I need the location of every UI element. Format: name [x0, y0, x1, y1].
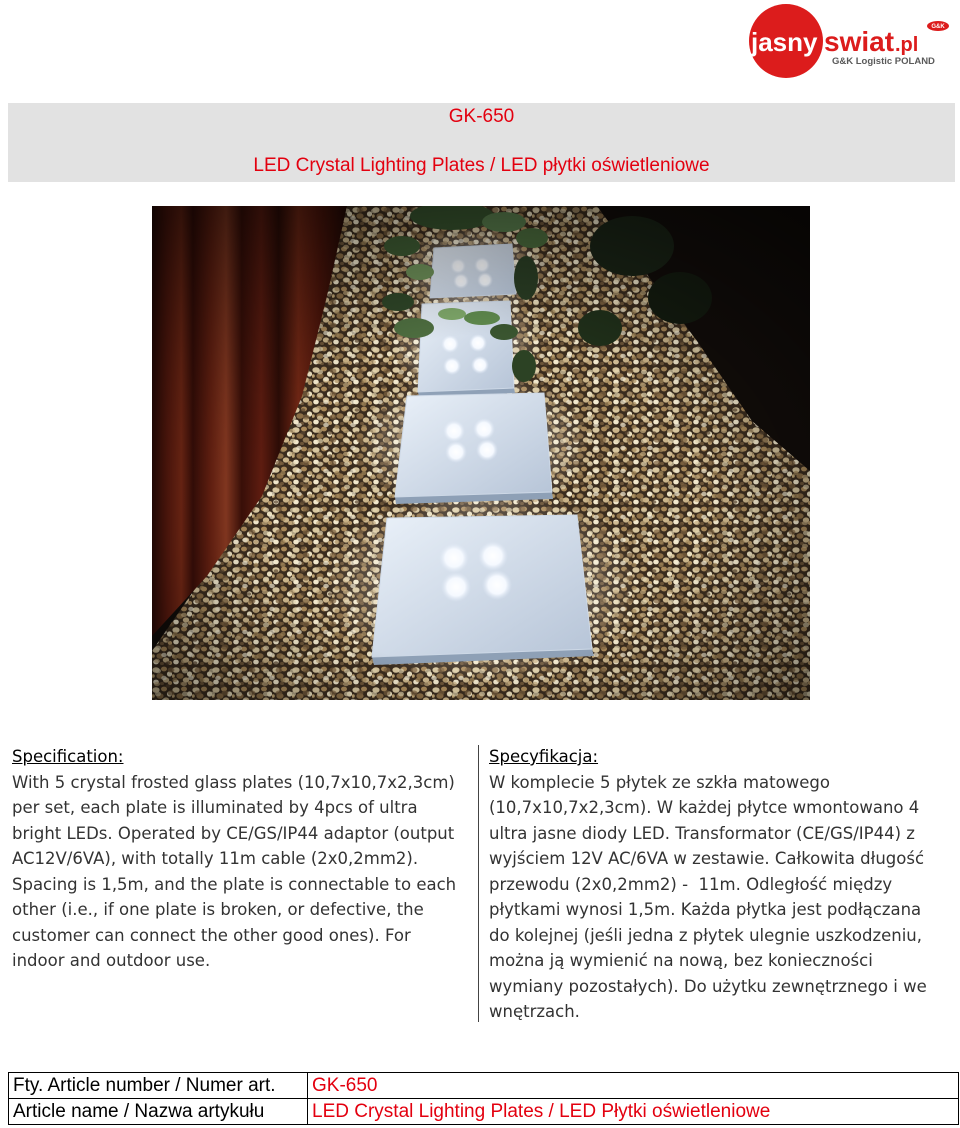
specyfikacja-line: (10,7x10,7x2,3cm). W każdej płytce wmontowano 4	[489, 798, 920, 817]
specification-line: bright LEDs. Operated by CE/GS/IP44 adaptor (output	[12, 823, 455, 843]
specification-line: customer can connect the other good ones). For	[12, 925, 411, 945]
photo-vignette	[152, 206, 810, 700]
specification-line: per set, each plate is illuminated by 4pcs of ultra	[12, 798, 418, 817]
company-logo	[740, 0, 955, 88]
article-name-label: Article name / Nazwa artykułu	[9, 1099, 308, 1125]
specification-heading: Specification:	[12, 747, 124, 766]
column-divider	[478, 745, 479, 1022]
article-number-label: Fty. Article number / Numer art.	[9, 1073, 308, 1099]
specification-line: AC12V/6VA), with totally 11m cable (2x0,2mm2).	[12, 849, 419, 868]
article-name-value: LED Crystal Lighting Plates / LED Płytki oświetleniowe	[308, 1099, 959, 1125]
specification-line: With 5 crystal frosted glass plates (10,7x10,7x2,3cm)	[12, 772, 455, 792]
specyfikacja-line: W komplecie 5 płytek ze szkła matowego	[489, 772, 830, 792]
specification-pl	[489, 744, 951, 1025]
article-number-value: GK-650	[308, 1073, 959, 1099]
header-article-code: GK-650	[448, 106, 515, 127]
specyfikacja-line: do kolejnej (jeśli jedna z płytek ulegnie uszkodzeniu,	[489, 925, 923, 945]
logo-word-jasny: jasny	[751, 27, 818, 57]
specification-line: other (i.e., if one plate is broken, or defective, the	[12, 900, 424, 919]
article-info-table	[8, 1072, 959, 1125]
specyfikacja-line: wymiany pozostałych). Do użytku zewnętrznego i we	[489, 976, 927, 996]
specification-line: indoor and outdoor use.	[12, 951, 211, 970]
specyfikacja-heading: Specyfikacja:	[489, 747, 599, 766]
specyfikacja-line: przewodu (2x0,2mm2) - 11m. Odległość między	[489, 874, 893, 894]
header-product-title: LED Crystal Lighting Plates / LED płytki oświetleniowe	[253, 155, 710, 176]
specification-line: Spacing is 1,5m, and the plate is connectable to each	[12, 874, 457, 894]
table-row	[9, 1073, 959, 1099]
specyfikacja-line: ultra jasne diody LED. Transformator (CE/GS/IP44) z	[489, 823, 915, 843]
table-row	[9, 1099, 959, 1125]
product-photo	[152, 206, 810, 700]
specyfikacja-line: płytkami wynosi 1,5m. Każda płytka jest podłączana	[489, 900, 922, 919]
specyfikacja-line: wnętrzach.	[489, 1002, 580, 1021]
logo-word-swiat: swiat	[824, 26, 895, 57]
logo-badge-text: G&K	[931, 24, 945, 31]
specification-en	[12, 744, 474, 974]
article-info-body	[9, 1073, 959, 1125]
header-band	[8, 103, 955, 182]
logo-tagline: G&K Logistic POLAND	[832, 56, 935, 67]
specyfikacja-line: wyjściem 12V AC/6VA w zestawie. Całkowita długość	[489, 849, 925, 868]
specyfikacja-line: można ją wymienić na nową, bez konieczności	[489, 951, 873, 970]
logo-suffix: .pl	[895, 34, 919, 56]
